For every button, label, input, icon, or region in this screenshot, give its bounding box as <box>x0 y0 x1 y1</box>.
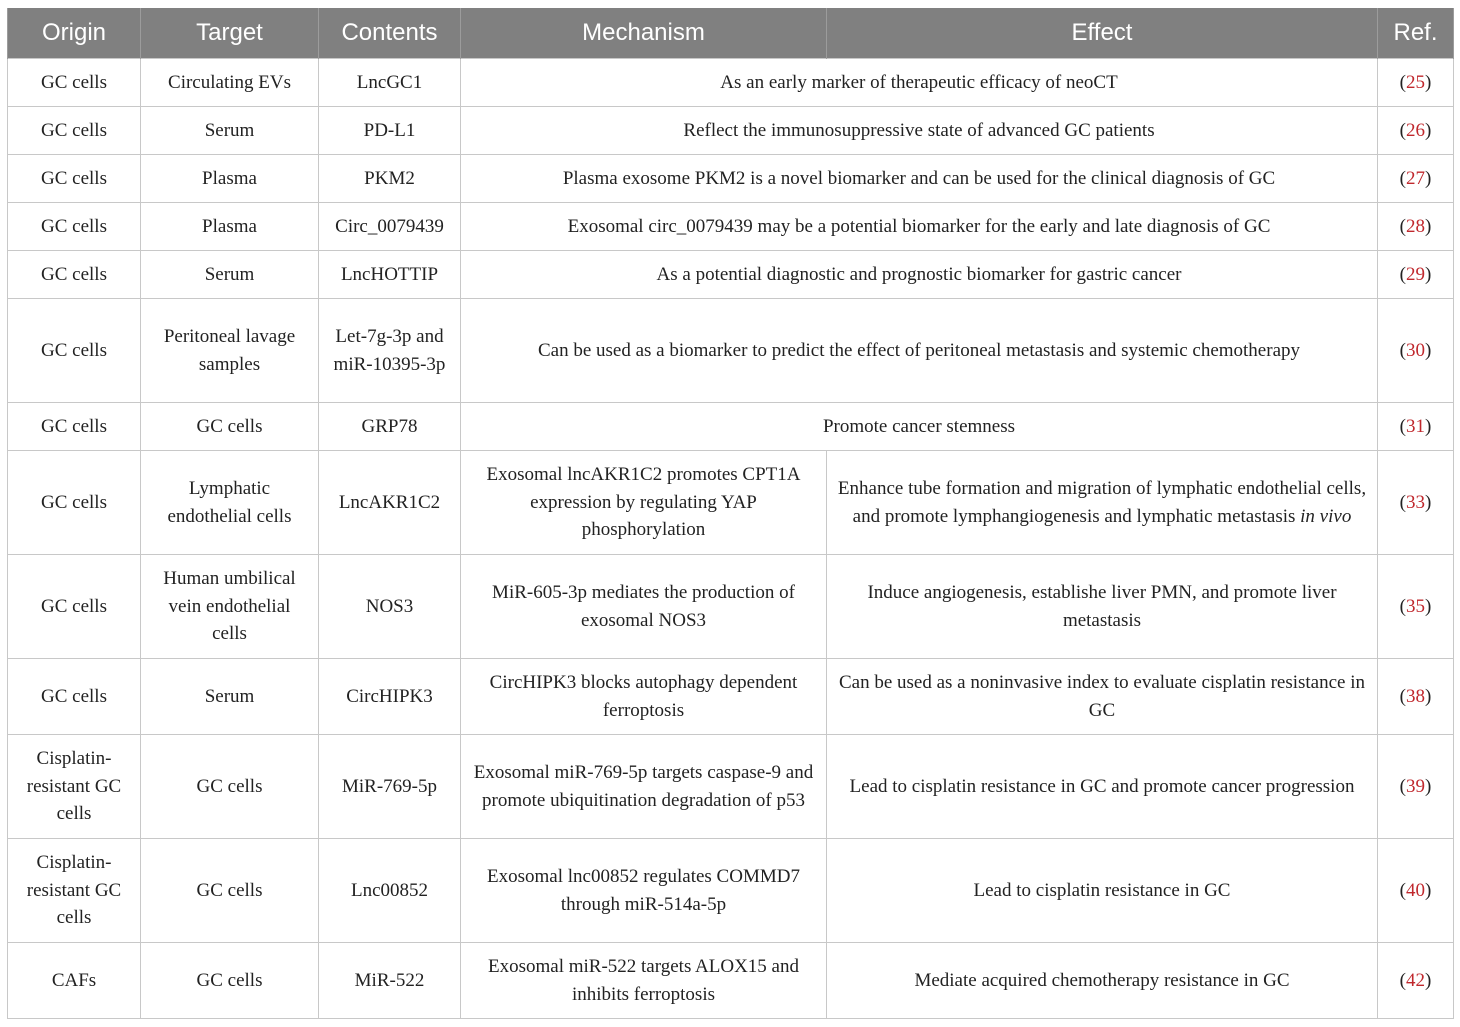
cell-ref: (40) <box>1378 839 1454 943</box>
cell-effect: Reflect the immunosuppressive state of advanced GC patients <box>461 107 1378 155</box>
cell-ref: (29) <box>1378 251 1454 299</box>
ref-link[interactable]: 27 <box>1406 167 1425 189</box>
cell-target: Lymphatic endothelial cells <box>141 451 319 555</box>
table-row <box>8 59 1454 107</box>
cell-mechanism: MiR-605-3p mediates the production of exosomal NOS3 <box>461 555 827 659</box>
cell-contents: Lnc00852 <box>319 839 461 943</box>
cell-target: GC cells <box>141 735 319 839</box>
ref-link[interactable]: 29 <box>1406 263 1425 285</box>
cell-ref: (31) <box>1378 403 1454 451</box>
cell-effect: Can be used as a noninvasive index to evaluate cisplatin resistance in GC <box>827 659 1378 735</box>
cell-contents: Let-7g-3p and miR-10395-3p <box>319 299 461 403</box>
table-row <box>8 659 1454 735</box>
cell-origin: GC cells <box>8 555 141 659</box>
cell-effect: Plasma exosome PKM2 is a novel biomarker and can be used for the clinical diagnosis of GC <box>461 155 1378 203</box>
exosome-table <box>7 8 1454 1019</box>
cell-target: GC cells <box>141 403 319 451</box>
cell-contents: GRP78 <box>319 403 461 451</box>
cell-contents: LncAKR1C2 <box>319 451 461 555</box>
cell-origin: GC cells <box>8 251 141 299</box>
ref-link[interactable]: 28 <box>1406 215 1425 237</box>
header-mechanism: Mechanism <box>461 8 827 59</box>
cell-ref: (26) <box>1378 107 1454 155</box>
cell-ref: (28) <box>1378 203 1454 251</box>
ref-link[interactable]: 26 <box>1406 119 1425 141</box>
table-row <box>8 839 1454 943</box>
cell-target: Serum <box>141 659 319 735</box>
cell-target: Plasma <box>141 203 319 251</box>
table-row <box>8 299 1454 403</box>
cell-target: Serum <box>141 251 319 299</box>
cell-contents: MiR-769-5p <box>319 735 461 839</box>
cell-mechanism: CircHIPK3 blocks autophagy dependent ferroptosis <box>461 659 827 735</box>
header-target: Target <box>141 8 319 59</box>
ref-link[interactable]: 40 <box>1406 879 1425 901</box>
cell-effect: Mediate acquired chemotherapy resistance in GC <box>827 943 1378 1019</box>
cell-origin: GC cells <box>8 59 141 107</box>
cell-effect: As an early marker of therapeutic efficacy of neoCT <box>461 59 1378 107</box>
cell-effect-text: Enhance tube formation and migration of lymphatic endothelial cells, and promote lymphangiogenesis and lymphatic metastasis <box>837 478 1367 527</box>
cell-ref: (38) <box>1378 659 1454 735</box>
cell-effect: Promote cancer stemness <box>461 403 1378 451</box>
cell-origin: Cisplatin-resistant GC cells <box>8 839 141 943</box>
table-row <box>8 155 1454 203</box>
cell-contents: CircHIPK3 <box>319 659 461 735</box>
cell-contents: PKM2 <box>319 155 461 203</box>
header-ref: Ref. <box>1378 8 1454 59</box>
cell-target: Human umbilical vein endothelial cells <box>141 555 319 659</box>
cell-mechanism: Exosomal miR-522 targets ALOX15 and inhibits ferroptosis <box>461 943 827 1019</box>
cell-origin: GC cells <box>8 659 141 735</box>
ref-link[interactable]: 38 <box>1406 685 1425 707</box>
cell-mechanism: Exosomal lnc00852 regulates COMMD7 through miR-514a-5p <box>461 839 827 943</box>
cell-origin: GC cells <box>8 403 141 451</box>
cell-effect <box>827 451 1378 555</box>
cell-effect: As a potential diagnostic and prognostic biomarker for gastric cancer <box>461 251 1378 299</box>
cell-ref: (33) <box>1378 451 1454 555</box>
table-row <box>8 403 1454 451</box>
cell-target: Peritoneal lavage samples <box>141 299 319 403</box>
cell-effect: Lead to cisplatin resistance in GC and promote cancer progression <box>827 735 1378 839</box>
header-contents: Contents <box>319 8 461 59</box>
cell-origin: GC cells <box>8 451 141 555</box>
ref-link[interactable]: 33 <box>1406 491 1425 513</box>
cell-ref: (30) <box>1378 299 1454 403</box>
table-row <box>8 943 1454 1019</box>
cell-origin: GC cells <box>8 155 141 203</box>
cell-target: GC cells <box>141 943 319 1019</box>
cell-target: Serum <box>141 107 319 155</box>
table-row <box>8 555 1454 659</box>
cell-ref: (27) <box>1378 155 1454 203</box>
cell-target: GC cells <box>141 839 319 943</box>
cell-origin: CAFs <box>8 943 141 1019</box>
cell-ref: (35) <box>1378 555 1454 659</box>
cell-contents: Circ_0079439 <box>319 203 461 251</box>
cell-contents: LncHOTTIP <box>319 251 461 299</box>
ref-link[interactable]: 39 <box>1406 775 1425 797</box>
cell-target: Circulating EVs <box>141 59 319 107</box>
cell-mechanism: Exosomal lncAKR1C2 promotes CPT1A expression by regulating YAP phosphorylation <box>461 451 827 555</box>
table-row <box>8 735 1454 839</box>
cell-effect: Can be used as a biomarker to predict the effect of peritoneal metastasis and systemic chemotherapy <box>461 299 1378 403</box>
cell-effect: Exosomal circ_0079439 may be a potential biomarker for the early and late diagnosis of GC <box>461 203 1378 251</box>
cell-contents: PD-L1 <box>319 107 461 155</box>
ref-link[interactable]: 30 <box>1406 339 1425 361</box>
ref-link[interactable]: 25 <box>1406 71 1425 93</box>
cell-ref: (42) <box>1378 943 1454 1019</box>
cell-contents: MiR-522 <box>319 943 461 1019</box>
cell-contents: NOS3 <box>319 555 461 659</box>
cell-ref: (39) <box>1378 735 1454 839</box>
cell-origin: GC cells <box>8 203 141 251</box>
header-row <box>8 8 1454 59</box>
table-row <box>8 107 1454 155</box>
ref-link[interactable]: 35 <box>1406 595 1425 617</box>
table-row <box>8 451 1454 555</box>
cell-origin: GC cells <box>8 107 141 155</box>
cell-origin: Cisplatin-resistant GC cells <box>8 735 141 839</box>
cell-origin: GC cells <box>8 299 141 403</box>
table-container <box>7 8 1453 1019</box>
ref-link[interactable]: 42 <box>1406 969 1425 991</box>
table-row <box>8 203 1454 251</box>
cell-ref: (25) <box>1378 59 1454 107</box>
cell-effect: Induce angiogenesis, establishe liver PMN, and promote liver metastasis <box>827 555 1378 659</box>
ref-link[interactable]: 31 <box>1406 415 1425 437</box>
table-row <box>8 251 1454 299</box>
cell-target: Plasma <box>141 155 319 203</box>
cell-mechanism: Exosomal miR-769-5p targets caspase-9 and promote ubiquitination degradation of p53 <box>461 735 827 839</box>
cell-effect: Lead to cisplatin resistance in GC <box>827 839 1378 943</box>
header-effect: Effect <box>827 8 1378 59</box>
header-origin: Origin <box>8 8 141 59</box>
cell-contents: LncGC1 <box>319 59 461 107</box>
cell-effect-italic: in vivo <box>1300 505 1352 527</box>
